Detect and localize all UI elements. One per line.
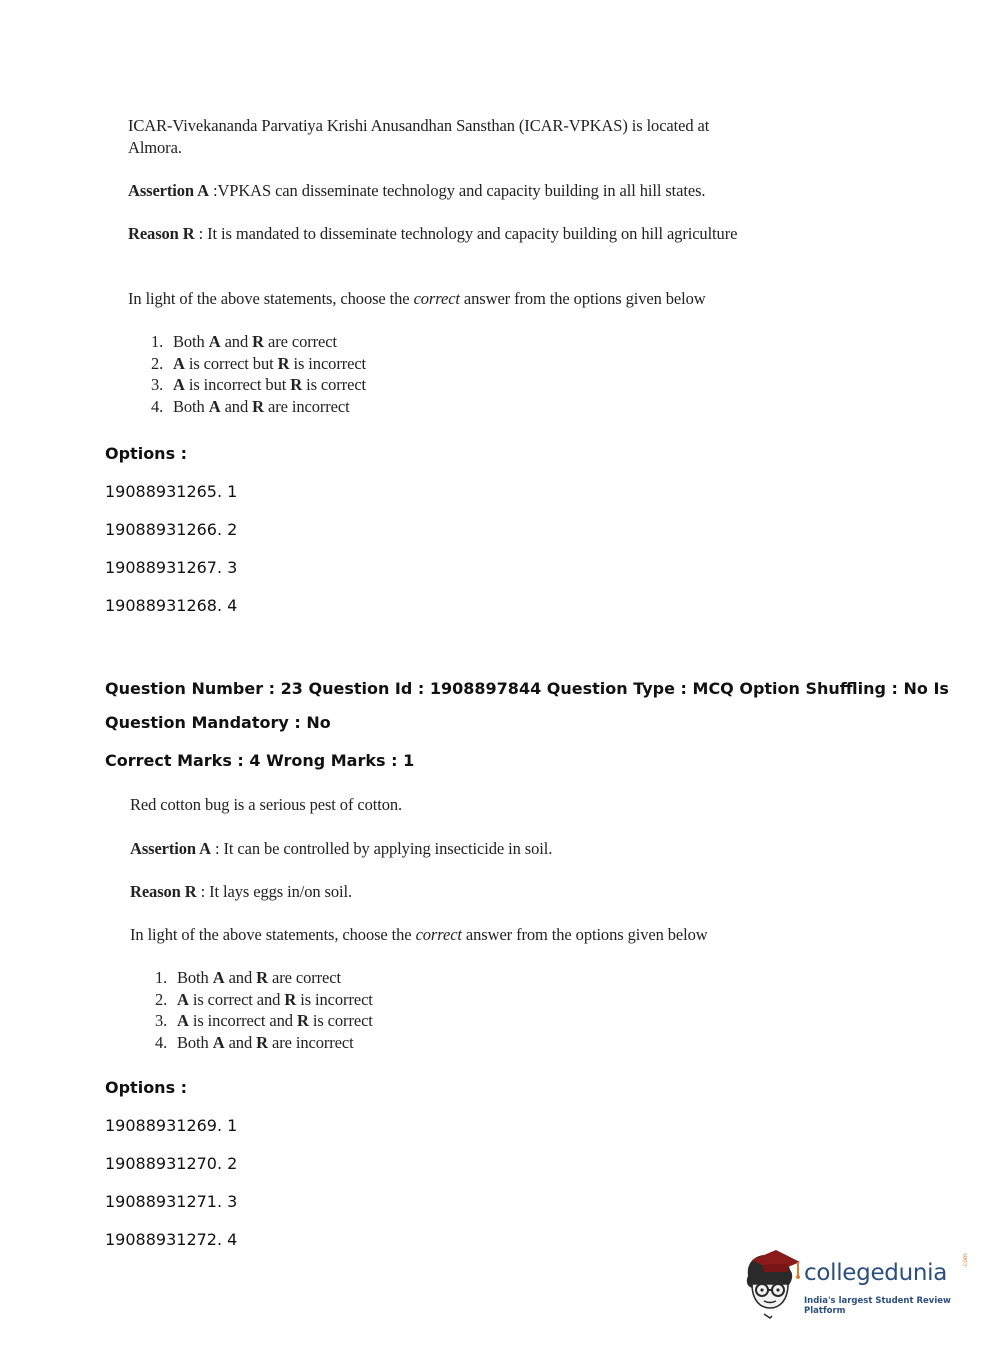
q23-choice-2: 2. A is correct and R is incorrect xyxy=(155,989,373,1009)
q22-assertion xyxy=(128,181,705,201)
q23-prompt xyxy=(130,925,708,945)
q23-reason xyxy=(130,882,352,902)
q23-option-3: 19088931271. 3 xyxy=(105,1192,238,1211)
q22-prompt-post: answer from the options given below xyxy=(459,289,706,308)
q22-choice-1: 1. Both A and R are correct xyxy=(151,332,337,351)
q23-choice-1: 1. Both A and R are correct xyxy=(155,968,341,987)
q23-assertion-label: Assertion A xyxy=(130,839,211,858)
q23-choice-4: 4. Both A and R are incorrect xyxy=(155,1032,354,1052)
q23-choice-3: 3. A is incorrect and R is correct xyxy=(155,1011,373,1030)
q22-choice-4: 4. Both A and R are incorrect xyxy=(151,396,350,416)
logo-wordmark: collegedunia xyxy=(804,1260,948,1286)
q23-intro: Red cotton bug is a serious pest of cotton. xyxy=(130,795,403,814)
q23-assertion-text: : It can be controlled by applying insecticide in soil. xyxy=(210,839,553,858)
q22-prompt xyxy=(128,289,706,309)
q23-option-1: 19088931269. 1 xyxy=(105,1116,238,1135)
q22-options-label: Options : xyxy=(105,444,188,463)
q23-header-line1: Question Number : 23 Question Id : 1908897844 Question Type : MCQ Option Shuffling : No Is xyxy=(105,679,949,698)
q22-prompt-em: correct xyxy=(413,289,460,308)
q22-option-2: 19088931266. 2 xyxy=(105,520,238,539)
q22-assertion-label: Assertion A xyxy=(128,181,209,200)
q22-reason-label: Reason R xyxy=(128,224,195,243)
q23-option-2: 19088931270. 2 xyxy=(105,1154,238,1173)
q22-choice-3: 3. A is incorrect but R is correct xyxy=(151,375,367,394)
q23-option-4: 19088931272. 4 xyxy=(105,1230,238,1249)
q23-choice-list xyxy=(155,967,373,1053)
q22-intro-line1: ICAR-Vivekananda Parvatiya Krishi Anusandhan Sansthan (ICAR-VPKAS) is located at xyxy=(128,116,710,135)
q23-prompt-post: answer from the options given below xyxy=(461,925,708,944)
q23-options-label: Options : xyxy=(105,1078,188,1097)
collegedunia-logo xyxy=(742,1246,972,1320)
mascot-icon xyxy=(742,1246,802,1320)
q22-prompt-pre: In light of the above statements, choose the xyxy=(128,289,414,308)
q23-prompt-pre: In light of the above statements, choose the xyxy=(130,925,416,944)
q22-choice-2: 2. A is correct but R is incorrect xyxy=(151,353,367,373)
q22-choice-list xyxy=(151,331,366,417)
q23-prompt-em: correct xyxy=(415,925,462,944)
q22-intro-line2: Almora. xyxy=(128,138,182,157)
q23-assertion xyxy=(130,839,552,859)
q23-reason-text: : It lays eggs in/on soil. xyxy=(196,882,352,901)
q23-marks: Correct Marks : 4 Wrong Marks : 1 xyxy=(105,751,415,770)
q23-reason-label: Reason R xyxy=(130,882,197,901)
q22-reason-text: : It is mandated to disseminate technology and capacity building on hill agriculture xyxy=(194,224,738,243)
q22-option-3: 19088931267. 3 xyxy=(105,558,238,577)
logo-tagline: India's largest Student Review Platform xyxy=(804,1296,951,1316)
q22-assertion-text: :VPKAS can disseminate technology and capacity building in all hill states. xyxy=(208,181,706,200)
logo-suffix: .com xyxy=(962,1253,969,1268)
q22-reason xyxy=(128,224,737,244)
q23-header-line2: Question Mandatory : No xyxy=(105,713,331,732)
q22-option-1: 19088931265. 1 xyxy=(105,482,238,501)
q22-option-4: 19088931268. 4 xyxy=(105,596,238,615)
